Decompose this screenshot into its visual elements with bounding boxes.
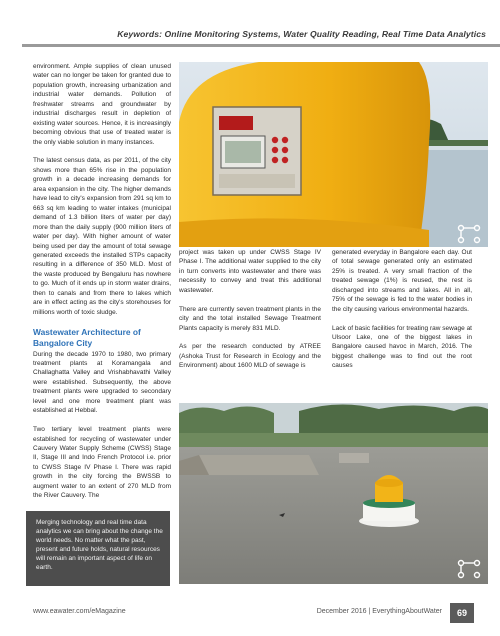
buoy-closeup-image — [179, 62, 488, 247]
keywords-line: Keywords: Online Monitoring Systems, Water Quality Reading, Real Time Data Analytics — [117, 29, 486, 39]
column-3 — [332, 248, 472, 380]
column-1 — [33, 62, 171, 510]
col1-paragraph-2: The latest census data, as per 2011, of the city shows more than 65% rise in the population growth in a decade increasing demands for area expansion in the city. The higher demands have lead to city's expansion from 291 sq km to 663 sq km leading to water intakes (municipal demand of 1.3 billion liters of water per day) more than the daily supply (900 million liters of water per day). With higher amount of water being used per day the amount of total sewage generated exceeds the installed STPs capacity resulting in a difference of 350 MLD. Most of the waste produced by Bengaluru has nowhere to go. Much of it ends up in storm water drains, then to canals and from there to lakes which are in effect acting as the city's storehouses for millions worth of toxic sludge. — [33, 157, 171, 316]
footer-issue: December 2016 | EverythingAboutWater — [316, 608, 442, 615]
page-header — [0, 0, 500, 50]
col2-paragraph-2: There are currently seven treatment plants in the city and the total installed Sewage Treatment Plants capacity is merely 831 MLD. — [179, 305, 321, 332]
col2-paragraph-3: As per the research conducted by ATREE (Ashoka Trust for Research in Ecology and the Environment) about 1600 MLD of sewage is — [179, 343, 321, 370]
column-2 — [179, 248, 321, 380]
photo-buoy-lake — [179, 403, 488, 584]
col2-paragraph-1: project was taken up under CWSS Stage IV Phase I. The additional water supplied to the city in turn converts into wastewater and there was necessity to convey and treat this additional wastewater. — [179, 249, 321, 294]
col3-paragraph-1: generated everyday in Bangalore each day. Out of total sewage generated only an estimated 25% is treated. A very small fraction of the treated sewage (1%) is reused, the rest is discharged into streams and lakes. All in all, 75% of the sewage is fed to the water bodies in the city causing various environmental hazards. — [332, 249, 472, 313]
col1-paragraph-1: environment. Ample supplies of clean unused water can no longer be taken for granted due to population growth, increasing urbanization and industrial water demands. Pollution of freshwater streams and groundwater by industrial discharges result in depletion of existing water sources. Hence, it is increasingly becoming obvious that use of treated water is the only viable solution in many instances. — [33, 63, 171, 146]
footer-url: www.eawater.com/eMagazine — [33, 608, 126, 615]
pull-quote: Merging technology and real time data analytics we can bring about the change the world needs. No matter what the past, present and future holds, natural resources will remain an important aspect of life on earth. — [26, 511, 170, 586]
buoy-lake-image — [179, 403, 488, 584]
header-rule — [22, 44, 500, 47]
photo-buoy-closeup — [179, 62, 488, 247]
section-heading: Wastewater Architecture of Bangalore City — [33, 326, 141, 348]
col3-paragraph-2: Lack of basic facilities for treating raw sewage at Ulsoor Lake, one of the biggest lakes in Bangalore caused havoc in March, 2016. The biggest challenge was to find out the root causes — [332, 324, 472, 370]
page-number: 69 — [450, 603, 474, 623]
col1-paragraph-3: During the decade 1970 to 1980, two primary treatment plants at Koramangala and Challaghatta Valley and Vrishabhavathi Valley were established. Subsequently, the above treatment plants were upgraded to secondary level and one more treatment plant was established at Hebbal. — [33, 350, 171, 415]
col1-paragraph-4: Two tertiary level treatment plants were established for recycling of wastewater under Cauvery Water Supply Scheme (CWSS) Stage II, Stage III and Indo French Protocol i.e. prior to CWSS Stage IV Phase I. There was rapid growth in the city forcing the BWSSB to augment water to an extent of 270 MLD from the River Cauvery. The — [33, 426, 171, 500]
